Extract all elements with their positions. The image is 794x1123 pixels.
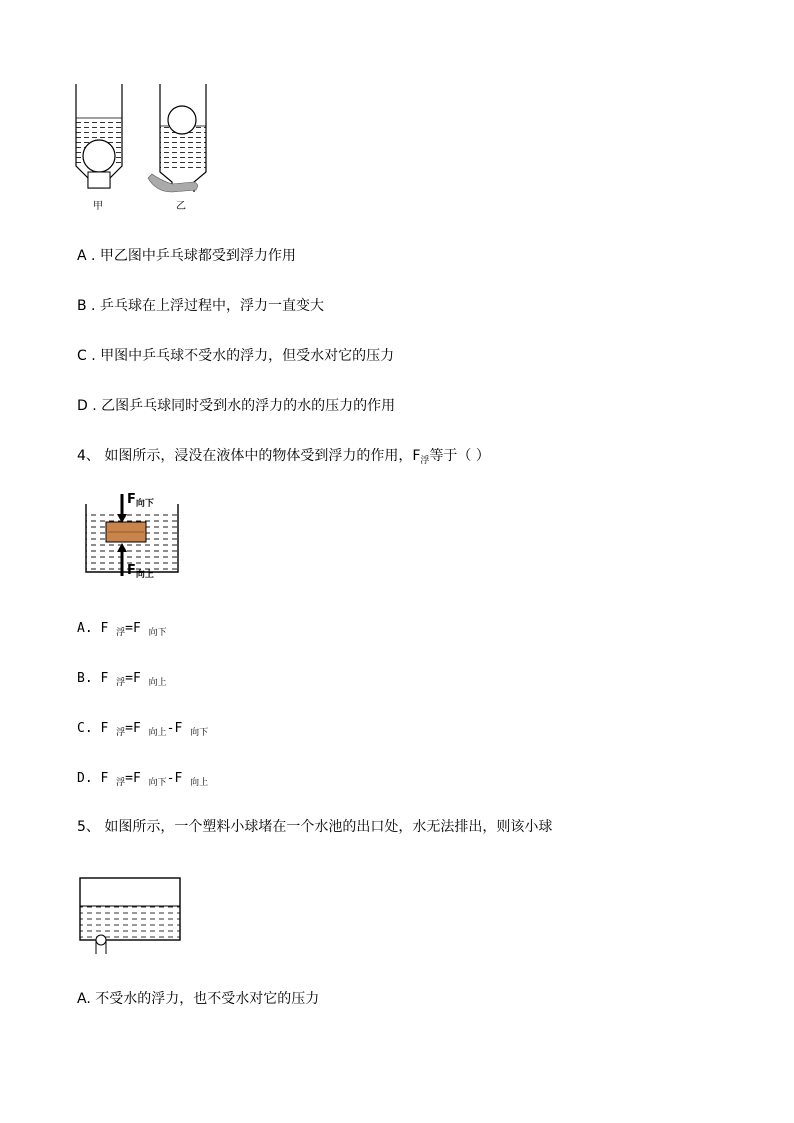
q3-option-a: A . 甲乙图中乒乓球都受到浮力作用 <box>77 248 296 264</box>
q3-option-c: C . 甲图中乒乓球不受水的浮力，但受水对它的压力 <box>77 348 395 364</box>
figure-q3-tubes <box>60 80 220 220</box>
force-down-label: $F_{向下}$ <box>127 492 154 509</box>
figure-label-yi: 乙 <box>176 201 186 212</box>
figure-q5-pool <box>78 874 184 958</box>
q4-option-b: B. F $_浮$=F $_{向上}$ <box>77 671 167 688</box>
plug-ball <box>96 935 106 945</box>
q3-option-d: D . 乙图乒乓球同时受到水的浮力的水的压力的作用 <box>77 398 396 414</box>
q5-option-a: A. 不受水的浮力，也不受水对它的压力 <box>77 991 320 1007</box>
q4-option-a: A. F $_浮$=F $_{向下}$ <box>77 621 167 638</box>
q4-stem: 4、 如图所示，浸没在液体中的物体受到浮力的作用，$F_浮$等于（ ） <box>77 448 490 466</box>
force-up-label: $F_{向上}$ <box>127 563 154 580</box>
tube-yi <box>148 84 206 192</box>
finger-icon <box>148 174 198 192</box>
q3-option-b: B . 乒乓球在上浮过程中，浮力一直变大 <box>77 298 324 314</box>
figure-label-jia: 甲 <box>93 201 103 212</box>
q4-option-c: C. F $_浮$=F $_{向上}$-F $_{向下}$ <box>77 721 209 738</box>
tube-jia <box>76 84 122 188</box>
q5-stem: 5、 如图所示，一个塑料小球堵在一个水池的出口处，水无法排出，则该小球 <box>77 819 553 835</box>
q4-option-d: D. F $_浮$=F $_{向下}$-F $_{向上}$ <box>77 771 209 788</box>
